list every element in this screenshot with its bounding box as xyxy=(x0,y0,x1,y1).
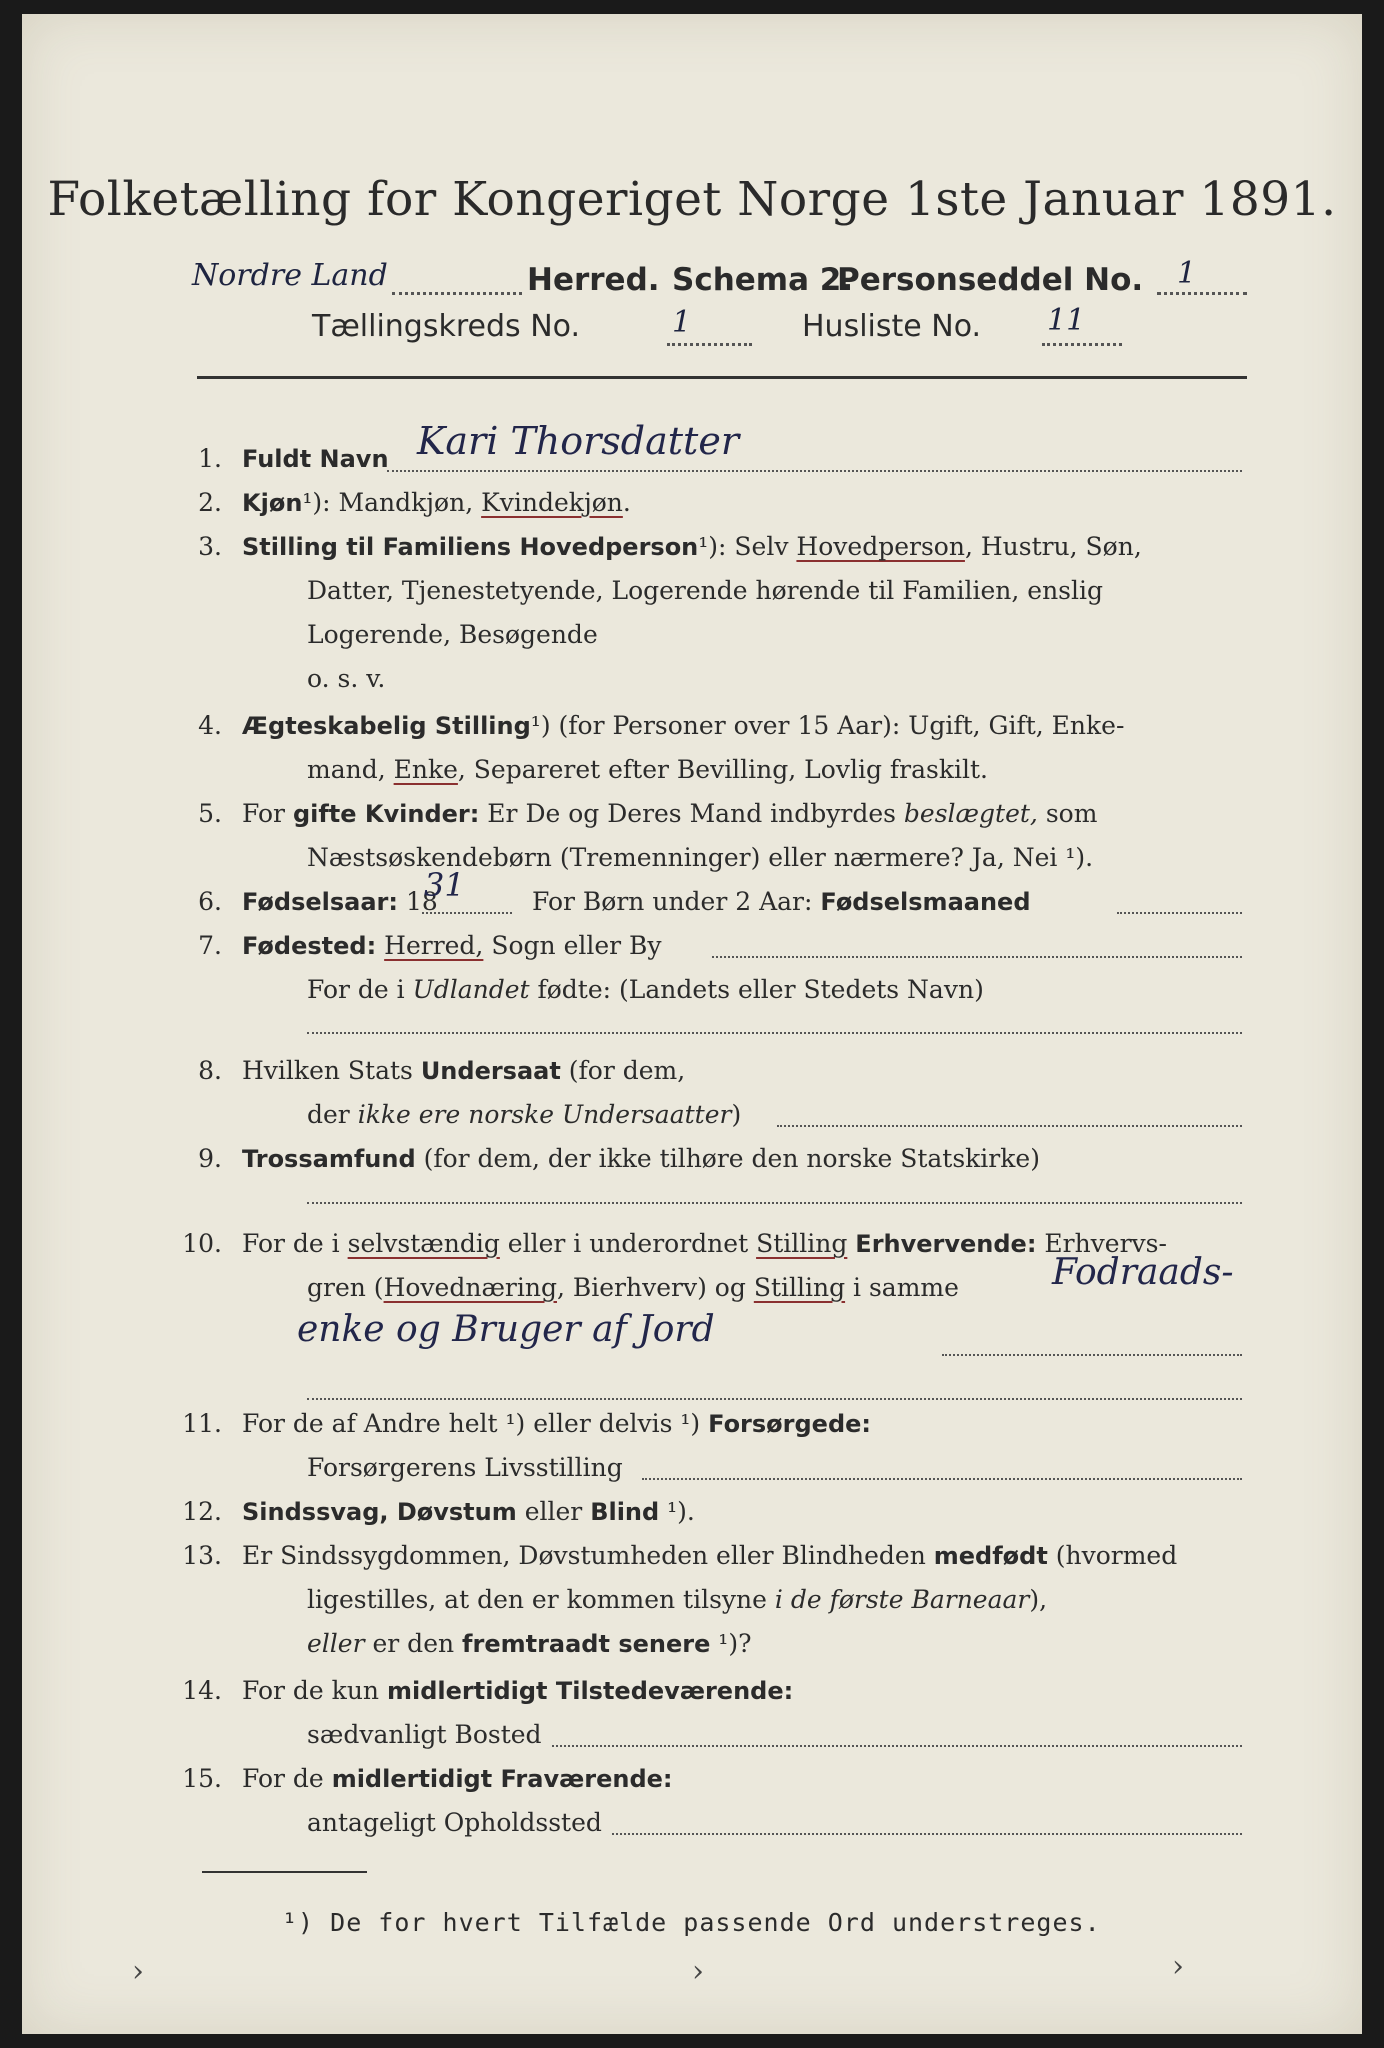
herred-value: Nordre Land xyxy=(192,258,388,293)
husliste-value: 11 xyxy=(1047,303,1086,338)
item-3-line4: o. s. v. xyxy=(307,664,386,693)
item-15-number: 15. xyxy=(182,1764,222,1793)
item-9-text: Trossamfund (for dem, der ikke tilhøre den norske Statskirke) xyxy=(242,1144,1040,1173)
herred-label: Herred. xyxy=(527,262,660,298)
footnote-rule xyxy=(202,1871,367,1873)
item-14-number: 14. xyxy=(182,1676,222,1705)
item-5-text: For gifte Kvinder: Er De og Deres Mand indbyrdes beslægtet, som xyxy=(242,799,1098,828)
census-form-sheet xyxy=(22,14,1362,2034)
item-11-number: 11. xyxy=(182,1409,222,1438)
corner-mark-right: › xyxy=(1172,1949,1184,1984)
item-1-number: 1. xyxy=(198,444,222,473)
footnote: ¹) De for hvert Tilfælde passende Ord understreges. xyxy=(282,1908,1101,1937)
item-7-number: 7. xyxy=(198,931,222,960)
herred-row xyxy=(172,254,1252,304)
kreds-label: Tællingskreds No. xyxy=(312,309,580,344)
item-13-line3: eller er den fremtraadt senere ¹)? xyxy=(307,1629,752,1658)
item-11-line2: Forsørgerens Livsstilling xyxy=(307,1453,623,1482)
item-7-line2: For de i Udlandet fødte: (Landets eller Stedets Navn) xyxy=(307,975,984,1004)
item-10-line2: gren (Hovednæring, Bierhverv) og Stilling i samme xyxy=(307,1273,959,1302)
item-12-number: 12. xyxy=(182,1497,222,1526)
item-13-text: Er Sindssygdommen, Døvstumheden eller Blindheden medfødt (hvormed xyxy=(242,1541,1178,1570)
personseddel-label: Personseddel No. xyxy=(837,262,1144,298)
corner-mark-left: › xyxy=(132,1954,144,1989)
item-6-text-b: For Børn under 2 Aar: Fødselsmaaned xyxy=(532,887,1031,916)
header-divider xyxy=(197,376,1247,379)
item-3-text: Stilling til Familiens Hovedperson¹): Selv Hovedperson, Hustru, Søn, xyxy=(242,532,1142,561)
item-3-number: 3. xyxy=(198,532,222,561)
husliste-label: Husliste No. xyxy=(802,309,982,344)
item-10-text: For de i selvstændig eller i underordnet Stilling Erhvervende: Erhvervs- xyxy=(242,1229,1167,1258)
item-7-text: Fødested: Herred, Sogn eller By xyxy=(242,931,662,960)
item-2-number: 2. xyxy=(198,488,222,517)
item-13-line2: ligestilles, at den er kommen tilsyne i de første Barneaar), xyxy=(307,1585,1048,1614)
item-9-number: 9. xyxy=(198,1144,222,1173)
item-10-value-2: enke og Bruger af Jord xyxy=(297,1309,715,1350)
item-10-number: 10. xyxy=(182,1229,222,1258)
kreds-row xyxy=(312,303,1212,359)
form-title: Folketælling for Kongeriget Norge 1ste Januar 1891. xyxy=(47,172,1337,227)
item-13-number: 13. xyxy=(182,1541,222,1570)
item-12-text: Sindssvag, Døvstum eller Blind ¹). xyxy=(242,1497,695,1526)
item-15-line2: antageligt Opholdssted xyxy=(307,1808,602,1837)
item-5-number: 5. xyxy=(198,799,222,828)
item-10-value-1: Fodraads- xyxy=(1052,1252,1234,1293)
item-14-line2: sædvanligt Bosted xyxy=(307,1720,542,1749)
kreds-value: 1 xyxy=(672,305,692,340)
item-4-number: 4. xyxy=(198,711,222,740)
item-4-line2: mand, Enke, Separeret efter Bevilling, Lovlig fraskilt. xyxy=(307,755,988,784)
personseddel-value: 1 xyxy=(1177,256,1197,291)
item-3-line2: Datter, Tjenestetyende, Logerende hørende til Familien, enslig xyxy=(307,576,1104,605)
item-1-line xyxy=(387,470,1242,472)
item-1-label: Fuldt Navn xyxy=(242,445,389,473)
item-2-text: Kjøn¹): Mandkjøn, Kvindekjøn. xyxy=(242,488,631,517)
item-3-line3: Logerende, Besøgende xyxy=(307,620,598,649)
item-4-text: Ægteskabelig Stilling¹) (for Personer over 15 Aar): Ugift, Gift, Enke- xyxy=(242,711,1125,740)
item-8-number: 8. xyxy=(198,1056,222,1085)
item-11-text: For de af Andre helt ¹) eller delvis ¹) Forsørgede: xyxy=(242,1409,872,1438)
item-5-line2: Næstsøskendebørn (Tremenninger) eller nærmere? Ja, Nei ¹). xyxy=(307,843,1094,872)
item-14-text: For de kun midlertidigt Tilstedeværende: xyxy=(242,1676,794,1705)
item-6-value: 31 xyxy=(424,866,465,904)
corner-mark-center: › xyxy=(692,1954,704,1989)
item-1-value: Kari Thorsdatter xyxy=(417,419,739,463)
item-6-text: Fødselsaar: 18 xyxy=(242,887,438,916)
item-8-text: Hvilken Stats Undersaat (for dem, xyxy=(242,1056,686,1085)
item-8-line2: der ikke ere norske Undersaatter) xyxy=(307,1100,742,1129)
item-6-number: 6. xyxy=(198,887,222,916)
item-15-text: For de midlertidigt Fraværende: xyxy=(242,1764,673,1793)
schema-label: Schema 2. xyxy=(672,262,854,298)
